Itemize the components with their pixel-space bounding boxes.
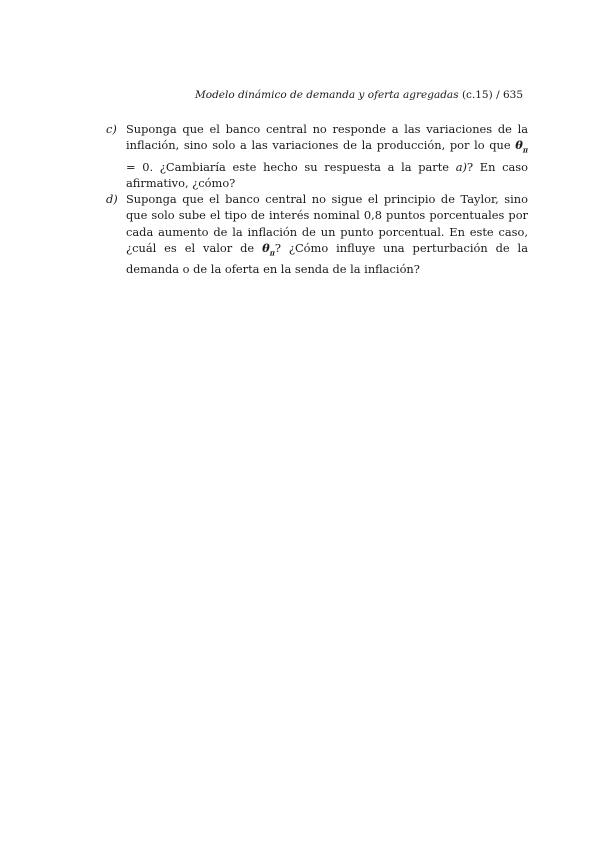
math-subscript: π	[269, 247, 275, 257]
item-marker: c)	[106, 122, 117, 136]
chapter-reference: (c.15)	[461, 89, 493, 101]
theta-pi-symbol	[262, 241, 275, 255]
running-header	[195, 89, 523, 101]
math-symbol: θ	[515, 138, 523, 153]
math-symbol: θ	[262, 240, 270, 255]
item-text-part: ? En caso afirmativo, ¿cómo?	[126, 159, 529, 190]
item-text-part: = 0. ¿Cambiaría este hecho su respuesta a la parte	[126, 159, 456, 174]
item-text	[126, 191, 528, 277]
header-separator: /	[496, 89, 500, 101]
math-subscript: π	[522, 145, 528, 155]
exercise-item-c	[106, 121, 528, 191]
item-text	[126, 121, 528, 191]
item-text-part: Suponga que el banco central no responde a las variaciones de la inflación, sino solo a las variaciones de la producción, por lo que	[126, 122, 528, 153]
part-reference: a)	[455, 159, 467, 174]
item-text-part: Suponga que el banco central no sigue el principio de Taylor, sino que solo sube el tipo de interés nominal 0,8 puntos porcentuales por cada aumento de la inflación de un punto porcentual. En este caso, ¿cuál es el valor de	[126, 192, 528, 255]
running-header-title: Modelo dinámico de demanda y oferta agregadas	[195, 89, 459, 101]
page-number: 635	[502, 89, 523, 101]
exercise-list	[106, 121, 528, 277]
item-text-part: ? ¿Cómo influye una perturbación de la demanda o de la oferta en la senda de la inflación?	[126, 240, 528, 277]
item-marker: d)	[106, 192, 118, 207]
exercise-item-d	[106, 191, 528, 277]
theta-pi-symbol	[515, 138, 528, 155]
